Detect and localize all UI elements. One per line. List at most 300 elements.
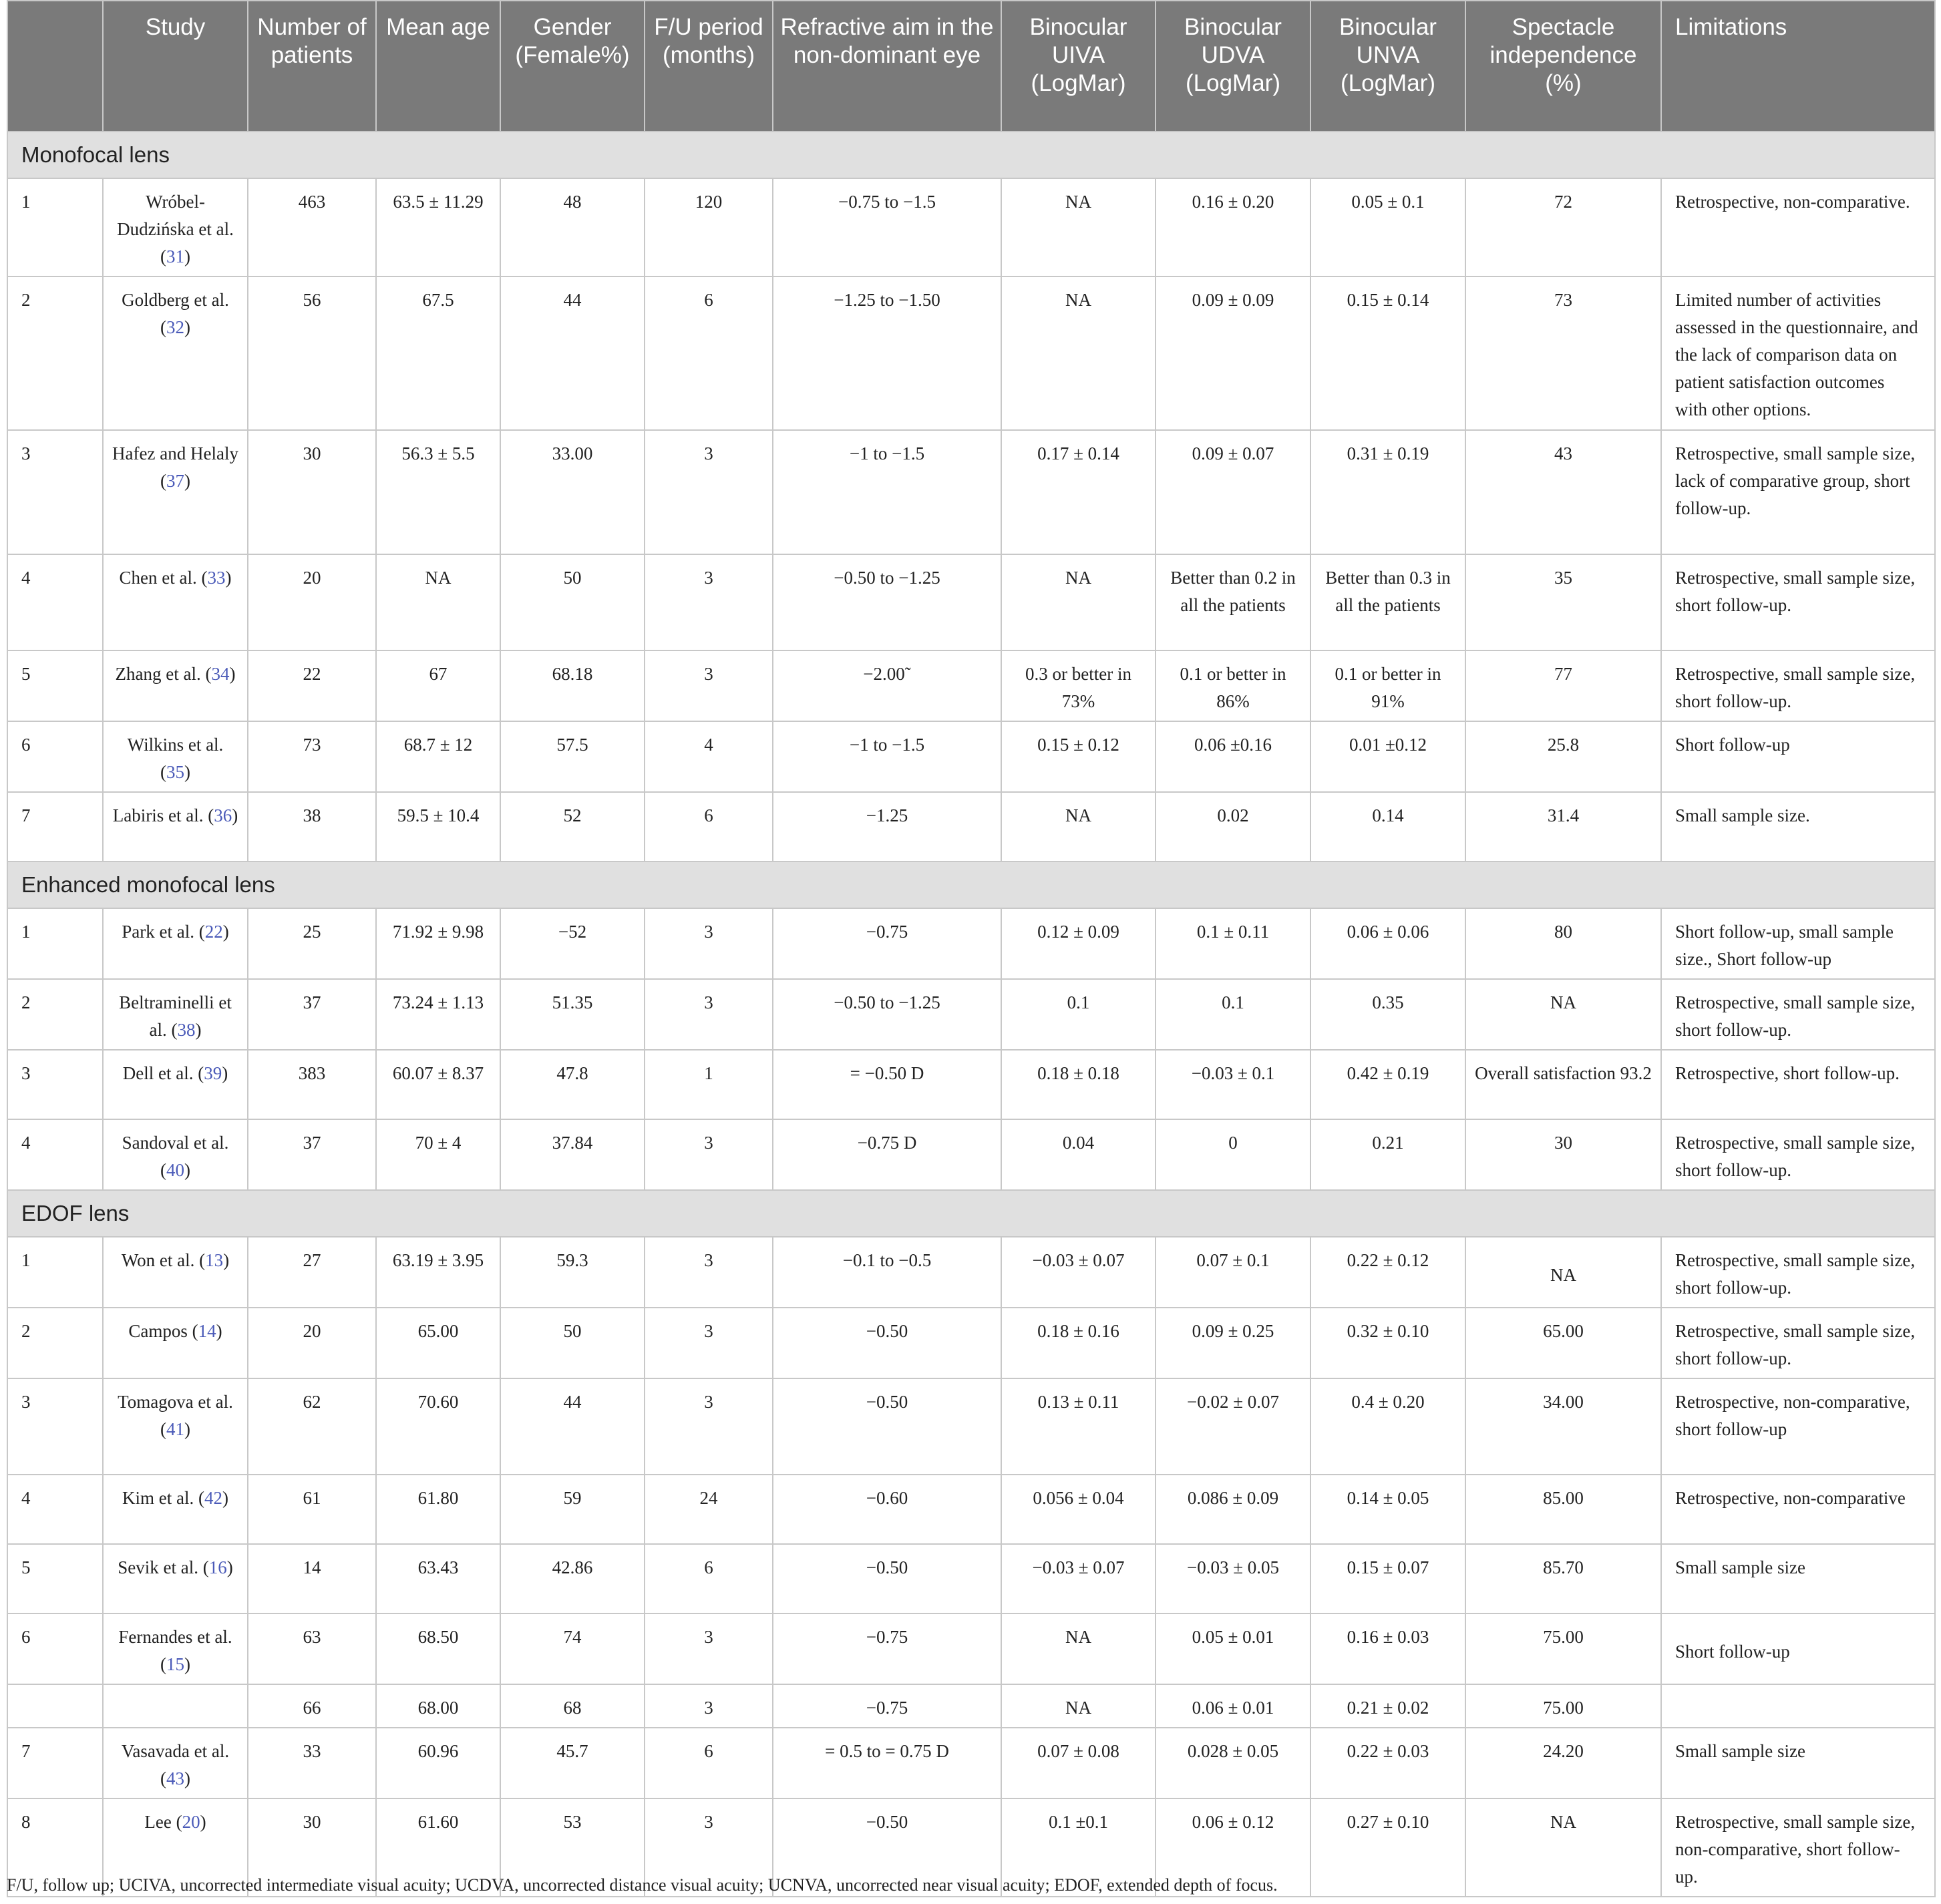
table-row <box>7 276 1935 430</box>
cell-uiva: 0.15 ± 0.12 <box>1001 721 1156 792</box>
reference-link[interactable]: 33 <box>207 568 226 588</box>
cell-num: 3 <box>7 430 103 554</box>
cell-aim: −0.50 <box>773 1798 1001 1897</box>
cell-age: 65.00 <box>376 1308 500 1378</box>
table-row <box>7 1237 1935 1308</box>
cell-uiva: NA <box>1001 276 1156 430</box>
cell-study <box>103 1613 248 1684</box>
header-fu: F/U period (months) <box>645 1 773 132</box>
cell-limitations: Limited number of activities assessed in the questionnaire, and the lack of comparison data on patient satisfaction outcomes with other options. <box>1661 276 1935 430</box>
cell-unva: 0.22 ± 0.03 <box>1310 1728 1465 1798</box>
cell-uiva: NA <box>1001 554 1156 650</box>
cell-unva: 0.06 ± 0.06 <box>1310 908 1465 979</box>
cell-unva: 0.31 ± 0.19 <box>1310 430 1465 554</box>
study-name: Wilkins et al. ( <box>127 735 224 782</box>
cell-study <box>103 1544 248 1613</box>
table-row <box>7 1378 1935 1475</box>
cell-spectacle: 73 <box>1465 276 1661 430</box>
cell-fu: 3 <box>645 908 773 979</box>
cell-uiva: 0.12 ± 0.09 <box>1001 908 1156 979</box>
reference-link[interactable]: 40 <box>166 1160 184 1180</box>
reference-link[interactable]: 20 <box>182 1812 200 1832</box>
header-study: Study <box>103 1 248 132</box>
cell-fu: 3 <box>645 1119 773 1190</box>
cell-aim: −0.75 <box>773 908 1001 979</box>
cell-study <box>103 1475 248 1544</box>
cell-udva: 0.086 ± 0.09 <box>1156 1475 1310 1544</box>
cell-gender: 53 <box>500 1798 645 1897</box>
cell-age: 59.5 ± 10.4 <box>376 792 500 862</box>
cell-udva: −0.03 ± 0.05 <box>1156 1544 1310 1613</box>
study-name: Wróbel-Dudzińska et al. ( <box>117 192 234 266</box>
cell-patients: 33 <box>248 1728 376 1798</box>
cell-fu: 3 <box>645 1613 773 1684</box>
cell-uiva: 0.3 or better in 73% <box>1001 650 1156 721</box>
cell-limitations: Short follow-up <box>1661 721 1935 792</box>
reference-link[interactable]: 39 <box>204 1063 222 1083</box>
cell-patients: 383 <box>248 1050 376 1119</box>
cell-patients: 14 <box>248 1544 376 1613</box>
cell-udva: 0.1 <box>1156 979 1310 1050</box>
cell-fu: 24 <box>645 1475 773 1544</box>
cell-age: 63.19 ± 3.95 <box>376 1237 500 1308</box>
cell-aim: −0.75 <box>773 1684 1001 1728</box>
cell-fu: 6 <box>645 792 773 862</box>
cell-num: 2 <box>7 1308 103 1378</box>
table-row <box>7 1119 1935 1190</box>
table-body <box>7 132 1935 1897</box>
cell-spectacle: 85.70 <box>1465 1544 1661 1613</box>
section-title: EDOF lens <box>7 1190 1935 1237</box>
cell-study <box>103 650 248 721</box>
cell-unva: 0.14 <box>1310 792 1465 862</box>
cell-limitations: Retrospective, small sample size, short follow-up. <box>1661 650 1935 721</box>
cell-age: 61.80 <box>376 1475 500 1544</box>
cell-fu: 6 <box>645 1728 773 1798</box>
cell-limitations: Small sample size. <box>1661 792 1935 862</box>
cell-unva: 0.35 <box>1310 979 1465 1050</box>
cell-uiva: NA <box>1001 1684 1156 1728</box>
cell-study <box>103 908 248 979</box>
cell-aim: −0.50 to −1.25 <box>773 554 1001 650</box>
cell-spectacle: 24.20 <box>1465 1728 1661 1798</box>
reference-link[interactable]: 15 <box>166 1654 184 1674</box>
cell-fu: 3 <box>645 1684 773 1728</box>
cell-age: NA <box>376 554 500 650</box>
table-row <box>7 979 1935 1050</box>
cell-study <box>103 721 248 792</box>
header-unva: Binocular UNVA (LogMar) <box>1310 1 1465 132</box>
cell-gender: 57.5 <box>500 721 645 792</box>
cell-spectacle: 85.00 <box>1465 1475 1661 1544</box>
cell-udva: 0.09 ± 0.07 <box>1156 430 1310 554</box>
cell-limitations: Small sample size <box>1661 1728 1935 1798</box>
study-name: Zhang et al. ( <box>115 664 212 684</box>
study-name: Labiris et al. ( <box>112 805 214 825</box>
cell-fu: 3 <box>645 979 773 1050</box>
cell-limitations: Retrospective, small sample size, short follow-up. <box>1661 1237 1935 1308</box>
cell-spectacle: Overall satisfaction 93.2 <box>1465 1050 1661 1119</box>
cell-limitations: Retrospective, small sample size, short follow-up. <box>1661 554 1935 650</box>
reference-close: ) <box>195 1020 202 1040</box>
reference-link[interactable]: 32 <box>166 317 184 337</box>
cell-spectacle: NA <box>1465 979 1661 1050</box>
cell-uiva: 0.07 ± 0.08 <box>1001 1728 1156 1798</box>
cell-unva: 0.21 <box>1310 1119 1465 1190</box>
table-row <box>7 554 1935 650</box>
cell-udva: −0.02 ± 0.07 <box>1156 1378 1310 1475</box>
table-row <box>7 1684 1935 1728</box>
section-title: Monofocal lens <box>7 132 1935 178</box>
header-patients: Number of patients <box>248 1 376 132</box>
cell-udva: −0.03 ± 0.1 <box>1156 1050 1310 1119</box>
cell-aim: −0.75 to −1.5 <box>773 178 1001 276</box>
header-udva: Binocular UDVA (LogMar) <box>1156 1 1310 132</box>
cell-num: 1 <box>7 1237 103 1308</box>
cell-unva: 0.42 ± 0.19 <box>1310 1050 1465 1119</box>
table-row <box>7 1308 1935 1378</box>
cell-age: 67.5 <box>376 276 500 430</box>
cell-age: 73.24 ± 1.13 <box>376 979 500 1050</box>
cell-spectacle: 43 <box>1465 430 1661 554</box>
cell-gender: 68 <box>500 1684 645 1728</box>
cell-fu: 3 <box>645 554 773 650</box>
cell-unva: 0.16 ± 0.03 <box>1310 1613 1465 1684</box>
study-name: Hafez and Helaly ( <box>112 443 238 491</box>
cell-study <box>103 792 248 862</box>
study-name: Kim et al. ( <box>122 1488 204 1508</box>
table-row <box>7 1544 1935 1613</box>
cell-udva: 0.06 ±0.16 <box>1156 721 1310 792</box>
cell-age: 60.96 <box>376 1728 500 1798</box>
cell-num: 1 <box>7 178 103 276</box>
cell-patients: 38 <box>248 792 376 862</box>
cell-gender: 45.7 <box>500 1728 645 1798</box>
cell-udva: 0.07 ± 0.1 <box>1156 1237 1310 1308</box>
cell-num: 6 <box>7 721 103 792</box>
cell-udva: 0.028 ± 0.05 <box>1156 1728 1310 1798</box>
cell-age: 70.60 <box>376 1378 500 1475</box>
header-row <box>7 1 1935 132</box>
reference-link[interactable]: 43 <box>166 1768 184 1788</box>
cell-limitations: Small sample size <box>1661 1544 1935 1613</box>
cell-uiva: 0.04 <box>1001 1119 1156 1190</box>
cell-limitations: Retrospective, non-comparative <box>1661 1475 1935 1544</box>
cell-fu: 3 <box>645 1798 773 1897</box>
cell-patients: 463 <box>248 178 376 276</box>
cell-uiva: −0.03 ± 0.07 <box>1001 1237 1156 1308</box>
reference-close: ) <box>216 1321 222 1341</box>
cell-aim: −0.60 <box>773 1475 1001 1544</box>
cell-unva: 0.01 ±0.12 <box>1310 721 1465 792</box>
studies-table-container <box>7 0 1934 1897</box>
cell-fu: 120 <box>645 178 773 276</box>
cell-unva: 0.14 ± 0.05 <box>1310 1475 1465 1544</box>
table-row <box>7 1475 1935 1544</box>
cell-fu: 6 <box>645 1544 773 1613</box>
header-age: Mean age <box>376 1 500 132</box>
reference-link[interactable]: 34 <box>211 664 230 684</box>
cell-aim: −0.50 <box>773 1378 1001 1475</box>
cell-patients: 30 <box>248 1798 376 1897</box>
cell-udva: 0.06 ± 0.01 <box>1156 1684 1310 1728</box>
cell-study <box>103 554 248 650</box>
section-row <box>7 862 1935 908</box>
reference-close: ) <box>184 1160 190 1180</box>
cell-gender: 50 <box>500 554 645 650</box>
cell-spectacle: 77 <box>1465 650 1661 721</box>
cell-age: 67 <box>376 650 500 721</box>
header-aim: Refractive aim in the non-dominant eye <box>773 1 1001 132</box>
cell-study <box>103 1119 248 1190</box>
study-name: Lee ( <box>144 1812 182 1832</box>
cell-udva: 0.06 ± 0.12 <box>1156 1798 1310 1897</box>
cell-aim: = 0.5 to = 0.75 D <box>773 1728 1001 1798</box>
cell-study <box>103 1050 248 1119</box>
reference-close: ) <box>229 664 236 684</box>
header-num <box>7 1 103 132</box>
cell-spectacle: 75.00 <box>1465 1684 1661 1728</box>
cell-patients: 25 <box>248 908 376 979</box>
cell-fu: 3 <box>645 1308 773 1378</box>
cell-unva: 0.21 ± 0.02 <box>1310 1684 1465 1728</box>
study-name: Beltraminelli et al. ( <box>119 992 232 1040</box>
reference-close: ) <box>184 246 190 266</box>
reference-link[interactable]: 22 <box>204 922 223 942</box>
table-row <box>7 1613 1935 1684</box>
cell-gender: 44 <box>500 276 645 430</box>
cell-uiva: NA <box>1001 178 1156 276</box>
cell-age: 71.92 ± 9.98 <box>376 908 500 979</box>
cell-patients: 30 <box>248 430 376 554</box>
reference-close: ) <box>226 1557 233 1577</box>
cell-unva: 0.1 or better in 91% <box>1310 650 1465 721</box>
cell-fu: 3 <box>645 430 773 554</box>
cell-gender: 51.35 <box>500 979 645 1050</box>
cell-gender: 68.18 <box>500 650 645 721</box>
cell-aim: −2.00˜ <box>773 650 1001 721</box>
cell-age: 70 ± 4 <box>376 1119 500 1190</box>
cell-num: 1 <box>7 908 103 979</box>
cell-unva: 0.32 ± 0.10 <box>1310 1308 1465 1378</box>
cell-gender: 59 <box>500 1475 645 1544</box>
cell-patients: 27 <box>248 1237 376 1308</box>
cell-gender: 52 <box>500 792 645 862</box>
cell-spectacle: 72 <box>1465 178 1661 276</box>
cell-gender: 42.86 <box>500 1544 645 1613</box>
cell-spectacle: NA <box>1465 1237 1661 1308</box>
cell-study <box>103 1728 248 1798</box>
cell-spectacle: 35 <box>1465 554 1661 650</box>
study-name: Sandoval et al. ( <box>122 1133 229 1180</box>
cell-num: 3 <box>7 1378 103 1475</box>
cell-spectacle: NA <box>1465 1798 1661 1897</box>
cell-num: 6 <box>7 1613 103 1684</box>
cell-limitations: Retrospective, non-comparative, short follow-up <box>1661 1378 1935 1475</box>
cell-unva: 0.05 ± 0.1 <box>1310 178 1465 276</box>
table-row <box>7 908 1935 979</box>
cell-limitations: Short follow-up, small sample size., Short follow-up <box>1661 908 1935 979</box>
reference-link[interactable]: 16 <box>208 1557 227 1577</box>
header-spectacle: Spectacle independence (%) <box>1465 1 1661 132</box>
cell-age: 61.60 <box>376 1798 500 1897</box>
cell-study <box>103 178 248 276</box>
reference-link[interactable]: 38 <box>177 1020 196 1040</box>
reference-link[interactable]: 13 <box>205 1250 224 1270</box>
study-name: Chen et al. ( <box>119 568 208 588</box>
cell-aim: −1 to −1.5 <box>773 430 1001 554</box>
cell-gender: −52 <box>500 908 645 979</box>
cell-spectacle: 80 <box>1465 908 1661 979</box>
cell-udva: 0.05 ± 0.01 <box>1156 1613 1310 1684</box>
cell-limitations: Short follow-up <box>1661 1613 1935 1684</box>
cell-num: 3 <box>7 1050 103 1119</box>
table-row <box>7 650 1935 721</box>
cell-patients: 73 <box>248 721 376 792</box>
cell-udva: 0.16 ± 0.20 <box>1156 178 1310 276</box>
cell-patients: 37 <box>248 979 376 1050</box>
cell-gender: 44 <box>500 1378 645 1475</box>
cell-age: 56.3 ± 5.5 <box>376 430 500 554</box>
cell-unva: 0.15 ± 0.14 <box>1310 276 1465 430</box>
header-uiva: Binocular UIVA (LogMar) <box>1001 1 1156 132</box>
cell-limitations: Retrospective, short follow-up. <box>1661 1050 1935 1119</box>
study-name: Won et al. ( <box>121 1250 206 1270</box>
cell-study <box>103 430 248 554</box>
cell-limitations: Retrospective, small sample size, short follow-up. <box>1661 979 1935 1050</box>
cell-limitations <box>1661 1684 1935 1728</box>
cell-uiva: −0.03 ± 0.07 <box>1001 1544 1156 1613</box>
cell-patients: 37 <box>248 1119 376 1190</box>
table-row <box>7 721 1935 792</box>
cell-num: 5 <box>7 650 103 721</box>
cell-gender: 48 <box>500 178 645 276</box>
cell-patients: 66 <box>248 1684 376 1728</box>
cell-age: 63.5 ± 11.29 <box>376 178 500 276</box>
study-name: Goldberg et al. ( <box>122 290 229 337</box>
cell-spectacle: 31.4 <box>1465 792 1661 862</box>
section-row <box>7 132 1935 178</box>
study-name: Fernandes et al. ( <box>118 1627 232 1674</box>
header-limitations: Limitations <box>1661 1 1935 132</box>
cell-unva: 0.22 ± 0.12 <box>1310 1237 1465 1308</box>
cell-patients: 61 <box>248 1475 376 1544</box>
cell-gender: 47.8 <box>500 1050 645 1119</box>
study-name: Sevik et al. ( <box>118 1557 209 1577</box>
cell-num: 8 <box>7 1798 103 1897</box>
section-row <box>7 1190 1935 1237</box>
cell-patients: 22 <box>248 650 376 721</box>
reference-close: ) <box>184 317 190 337</box>
cell-fu: 3 <box>645 1237 773 1308</box>
cell-spectacle: 34.00 <box>1465 1378 1661 1475</box>
reference-close: ) <box>184 1768 190 1788</box>
reference-link[interactable]: 31 <box>166 246 184 266</box>
cell-patients: 20 <box>248 1308 376 1378</box>
cell-uiva: 0.056 ± 0.04 <box>1001 1475 1156 1544</box>
cell-spectacle: 75.00 <box>1465 1613 1661 1684</box>
table-row <box>7 792 1935 862</box>
cell-fu: 4 <box>645 721 773 792</box>
study-name: Tomagova et al. ( <box>118 1392 233 1439</box>
cell-unva: Better than 0.3 in all the patients <box>1310 554 1465 650</box>
reference-link[interactable]: 14 <box>198 1321 216 1341</box>
studies-table <box>7 0 1936 1897</box>
reference-close: ) <box>200 1812 206 1832</box>
cell-age: 68.7 ± 12 <box>376 721 500 792</box>
cell-aim: −0.1 to −0.5 <box>773 1237 1001 1308</box>
cell-gender: 59.3 <box>500 1237 645 1308</box>
cell-udva: Better than 0.2 in all the patients <box>1156 554 1310 650</box>
cell-aim: −1.25 <box>773 792 1001 862</box>
cell-patients: 63 <box>248 1613 376 1684</box>
cell-patients: 62 <box>248 1378 376 1475</box>
table-row <box>7 178 1935 276</box>
cell-unva: 0.27 ± 0.10 <box>1310 1798 1465 1897</box>
cell-study <box>103 276 248 430</box>
cell-study <box>103 1237 248 1308</box>
cell-num: 7 <box>7 792 103 862</box>
section-title: Enhanced monofocal lens <box>7 862 1935 908</box>
reference-close: ) <box>223 1250 230 1270</box>
cell-num: 4 <box>7 1119 103 1190</box>
cell-uiva: 0.1 ±0.1 <box>1001 1798 1156 1897</box>
study-name: Vasavada et al. ( <box>121 1741 230 1788</box>
reference-link[interactable]: 35 <box>166 762 184 782</box>
cell-study <box>103 1684 248 1728</box>
reference-link[interactable]: 41 <box>166 1419 184 1439</box>
reference-link[interactable]: 37 <box>166 471 184 491</box>
cell-num: 4 <box>7 554 103 650</box>
cell-fu: 3 <box>645 1378 773 1475</box>
reference-close: ) <box>222 922 229 942</box>
cell-aim: −0.50 <box>773 1544 1001 1613</box>
cell-gender: 50 <box>500 1308 645 1378</box>
cell-fu: 1 <box>645 1050 773 1119</box>
table-row <box>7 1728 1935 1798</box>
cell-aim: −0.50 to −1.25 <box>773 979 1001 1050</box>
cell-aim: −0.50 <box>773 1308 1001 1378</box>
reference-close: ) <box>222 1488 228 1508</box>
cell-udva: 0.09 ± 0.25 <box>1156 1308 1310 1378</box>
cell-uiva: 0.18 ± 0.16 <box>1001 1308 1156 1378</box>
cell-aim: = −0.50 D <box>773 1050 1001 1119</box>
cell-uiva: 0.1 <box>1001 979 1156 1050</box>
cell-udva: 0.1 or better in 86% <box>1156 650 1310 721</box>
cell-uiva: 0.18 ± 0.18 <box>1001 1050 1156 1119</box>
cell-gender: 33.00 <box>500 430 645 554</box>
cell-aim: −0.75 D <box>773 1119 1001 1190</box>
reference-link[interactable]: 36 <box>214 805 232 825</box>
cell-aim: −0.75 <box>773 1613 1001 1684</box>
reference-link[interactable]: 42 <box>204 1488 222 1508</box>
cell-spectacle: 30 <box>1465 1119 1661 1190</box>
table-row <box>7 430 1935 554</box>
cell-uiva: 0.13 ± 0.11 <box>1001 1378 1156 1475</box>
cell-study <box>103 1378 248 1475</box>
cell-aim: −1 to −1.5 <box>773 721 1001 792</box>
cell-gender: 74 <box>500 1613 645 1684</box>
reference-close: ) <box>184 471 190 491</box>
reference-close: ) <box>222 1063 228 1083</box>
table-footnote: F/U, follow up; UCIVA, uncorrected intermediate visual acuity; UCDVA, uncorrected distance visual acuity; UCNVA, uncorrected near visual acuity; EDOF, extended depth of focus. <box>7 1875 1278 1895</box>
cell-study <box>103 979 248 1050</box>
cell-num <box>7 1684 103 1728</box>
cell-num: 5 <box>7 1544 103 1613</box>
cell-patients: 56 <box>248 276 376 430</box>
cell-num: 7 <box>7 1728 103 1798</box>
cell-num: 2 <box>7 276 103 430</box>
